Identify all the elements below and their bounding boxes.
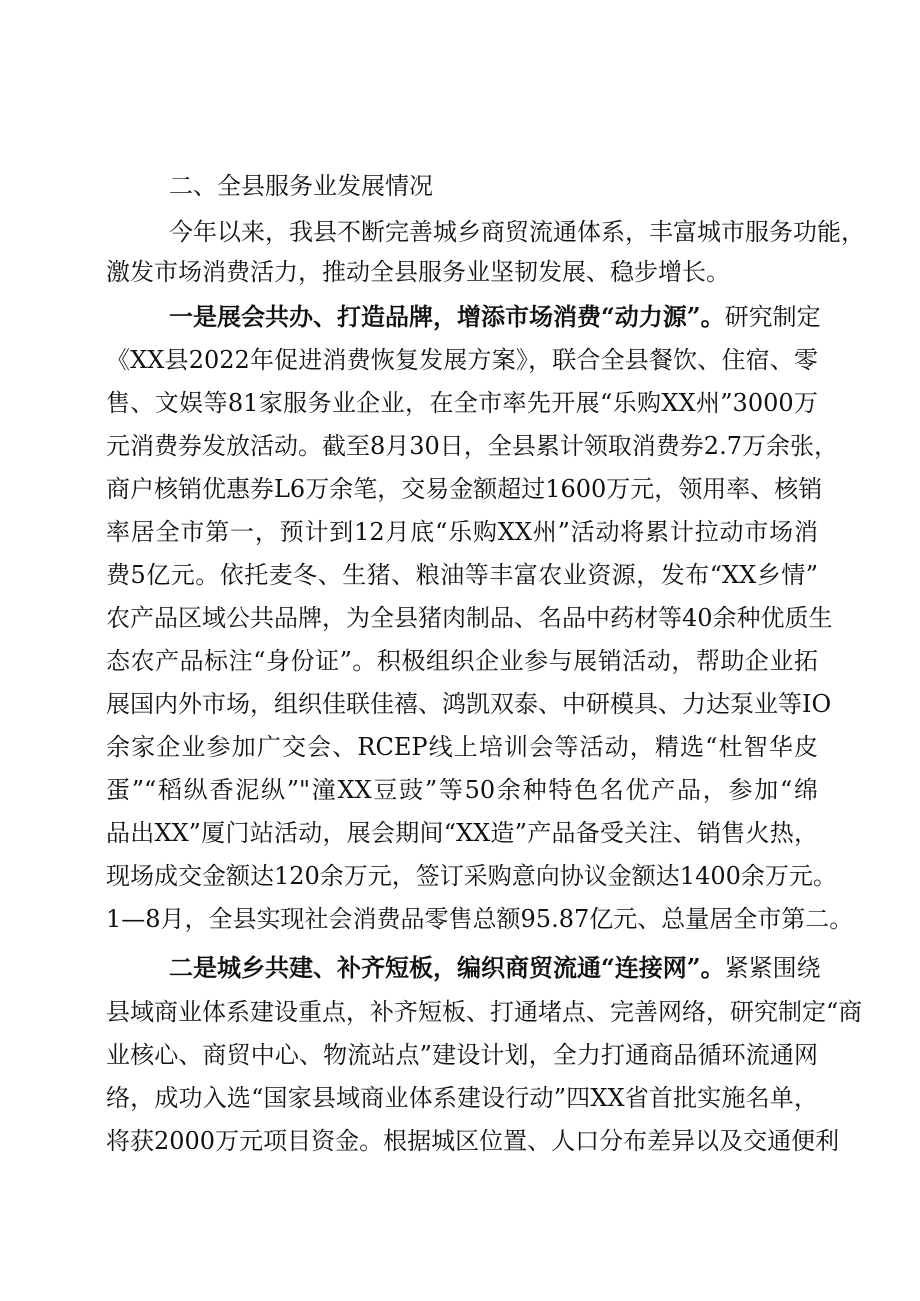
- intro-line-2: 激发市场消费活力，推动全县服务业坚韧发展、稳步增长。: [106, 258, 730, 286]
- para2-first-line: [169, 948, 821, 988]
- para1-line: 品出XX”厦门站活动，展会期间“XX造”产品备受关注、销售火热，: [106, 819, 818, 847]
- para1-line: 现场成交金额达120余万元，签订采购意向协议金额达1400余万元。: [106, 862, 837, 890]
- para1-line: 元消费券发放活动。截至8月30日，全县累计领取消费券2.7万余张，: [106, 432, 838, 460]
- para1-line: 《XX县2022年促进消费恢复发展方案》，联合全县餐饮、住宿、零: [106, 346, 818, 374]
- para1-line: 农产品区域公共品牌，为全县猪肉制品、名品中药材等40余种优质生: [106, 604, 833, 632]
- intro-line-1: 今年以来，我县不断完善城乡商贸流通体系，丰富城市服务功能，: [169, 218, 865, 246]
- para2-line: 业核心、商贸中心、物流站点”建设计划，全力打通商品循环流通网: [106, 1041, 818, 1069]
- para1-first-line: [169, 297, 821, 337]
- para1-line: 1—8月，全县实现社会消费品零售总额95.87亿元、总量居全市第二。: [106, 905, 854, 933]
- para1-line: 态农产品标注“身份证”。积极组织企业参与展销活动，帮助企业拓: [106, 647, 818, 675]
- section-heading: 二、全县服务业发展情况: [169, 172, 433, 200]
- para1-line: 率居全市第一，预计到12月底“乐购XX州”活动将累计拉动市场消: [106, 518, 818, 546]
- para2-line: 络，成功入选“国家县域商业体系建设行动”四XX省首批实施名单，: [106, 1084, 818, 1112]
- para2-lead-tail: 紧紧围绕: [724, 954, 821, 982]
- para1-lead: 一是展会共办、打造品牌，增添市场消费“动力源”。: [169, 302, 725, 331]
- para1-lead-tail: 研究制定: [724, 303, 821, 331]
- para1-line: 展国内外市场，组织佳联佳禧、鸿凯双泰、中研模具、力达泵业等IO: [106, 690, 832, 718]
- para1-line: 售、文娱等81家服务业企业，在全市率先开展“乐购XX州”3000万: [106, 389, 818, 417]
- para1-line: 余家企业参加广交会、RCEP线上培训会等活动，精选“杜智华皮: [106, 733, 818, 761]
- para1-line: 费5亿元。依托麦冬、生猪、粮油等丰富农业资源，发布“XX乡情”: [106, 561, 818, 589]
- para2-line: 县域商业体系建设重点，补齐短板、打通堵点、完善网络，研究制定“商: [106, 998, 863, 1026]
- para1-line: 蛋”“稻纵香泥纵”"潼XX豆豉”等50余种特色名优产品，参加“绵: [106, 776, 818, 804]
- para2-line: 将获2000万元项目资金。根据城区位置、人口分布差异以及交通便利: [106, 1127, 840, 1155]
- para1-line: 商户核销优惠券L6万余笔，交易金额超过1600万元，领用率、核销: [106, 475, 823, 503]
- para2-lead: 二是城乡共建、补齐短板，编织商贸流通“连接网”。: [169, 953, 725, 982]
